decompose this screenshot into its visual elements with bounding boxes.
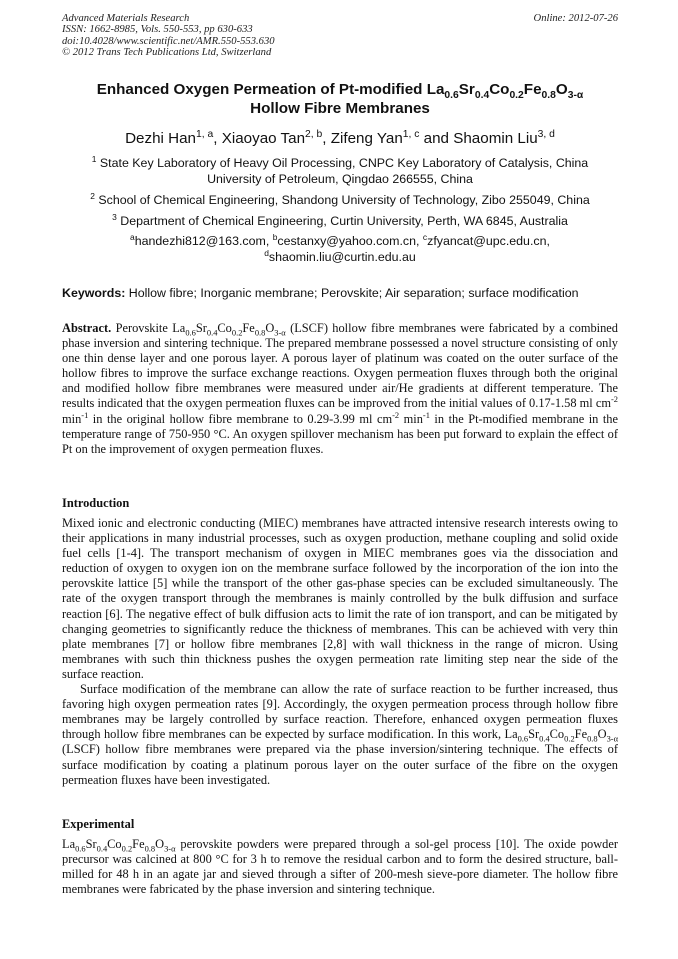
abstract-label: Abstract. [62, 321, 112, 335]
author-name: Zifeng Yan [330, 130, 403, 147]
paragraph: Surface modification of the membrane can allow the rate of surface reaction to be further increased, thus favoring high oxygen permeation rates [9]. Accordingly, the oxygen permeation process through hollow fibre membranes may be largely controlled by surface reaction. Therefore, enhanced oxygen permeation fluxes through hollow fibre membranes can be expected by surface modification. In this work, $La_{0.6}Sr_{0.4}Co_{0.2}Fe_{0.8}O_{3-\alpha}$ (LSCF) hollow fibre membranes were prepared via the phase inversion/sintering technique. The effects of surface modification by coating a platinum porous layer on the outer surface of the fibre on the oxygen permeation fluxes have been investigated. [62, 682, 618, 787]
affiliation-text: School of Chemical Engineering, Shandong University of Technology, Zibo 255049, China [98, 193, 590, 207]
inline-formula: $La_{0.6}Sr_{0.4}Co_{0.2}Fe_{0.8}O_{3-\alpha}$ [504, 727, 618, 744]
email-link[interactable]: handezhi812@163.com [134, 234, 266, 248]
affiliation-text: University of Petroleum, Qingdao 266555, China [207, 171, 473, 186]
affiliation-number: 1 [91, 153, 97, 164]
online-date: Online: 2012-07-26 [533, 13, 618, 24]
abstract-formula: $La_{0.6}Sr_{0.4}Co_{0.2}Fe_{0.8}O_{3-\alpha}$ [172, 321, 286, 338]
introduction-body [62, 516, 618, 788]
copyright-line: © 2012 Trans Tech Publications Ltd, Switzerland [62, 46, 272, 58]
section-heading-experimental: Experimental [62, 817, 135, 831]
title-formula: $La_{0.6}Sr_{0.4}Co_{0.2}Fe_{0.8}O_{3-\alpha}$ [426, 81, 584, 102]
author-name: Xiaoyao Tan [221, 130, 306, 147]
journal-name: Advanced Materials Research [62, 13, 190, 24]
author-name: Dezhi Han [125, 130, 197, 147]
author-affiliation-mark: 1, c [402, 128, 420, 140]
inline-formula: $La_{0.6}Sr_{0.4}Co_{0.2}Fe_{0.8}O_{3-\alpha}$ [62, 837, 176, 854]
title-line-1 [62, 80, 618, 102]
email-link[interactable]: shaomin.liu@curtin.edu.au [268, 249, 416, 264]
title-line-2: Hollow Fibre Membranes [250, 100, 430, 117]
affiliation-text: State Key Laboratory of Heavy Oil Processing, CNPC Key Laboratory of Catalysis, China [99, 156, 589, 170]
email-list: $^a$handezhi812@163.com, $^b$cestanxy@yahoo.com.cn, $^c$zfyancat@upc.edu.cn, $^d$shaomin.liu@curtin.edu.au [130, 231, 550, 264]
author-name: Shaomin Liu [453, 130, 538, 147]
affiliation-text: Department of Chemical Engineering, Curtin University, Perth, WA 6845, Australia [120, 214, 568, 228]
experimental-body [62, 837, 618, 897]
title-prefix: Enhanced Oxygen Permeation of Pt-modified [96, 81, 427, 98]
email-link[interactable]: zfyancat@upc.edu.cn [427, 234, 547, 248]
author-affiliation-mark: 2, b [305, 128, 323, 140]
paper-title [62, 80, 618, 118]
paragraph: Mixed ionic and electronic conducting (MIEC) membranes have attracted intensive research interests owing to their applications in many industrial processes, such as oxygen production, methane coupling and solid oxide fuel cells [1-4]. The transport mechanism of oxygen in MIEC membranes goes via the dissociation and reduction of oxygen to oxygen ion on the membrane surface followed by the incorporation of the ion into the perovskite lattice [5] while the transport of the other gas-phase species can be excluded simultaneously. The rate of the oxygen transport through the membranes is mainly controlled by the bulk diffusion and surface reaction [6]. The negative effect of bulk diffusion acts to limit the rate of ion transport, and can be mitigated by changing geometries to significantly reduce the thickness of membranes. This can be achieved with very thin plate membranes [7] or hollow fibre membranes [2,8] with wall thickness in the range of micron. Using membranes with such thin thickness pushes the oxygen permeation rate limiting step near the side of the surface reaction. [62, 516, 618, 681]
paragraph: $La_{0.6}Sr_{0.4}Co_{0.2}Fe_{0.8}O_{3-\alpha}$ perovskite powders were prepared through a sol-gel process [10]. The oxide powder precursor was calcined at 800 °C for 3 h to remove the residual carbon and to form the desired structure, ball-milled for 48 h in an agate jar and sieved through a sifter of 200-mesh sieve-pore diameter. The hollow fibre membranes were fabricated by the phase inversion and sintering technique. [62, 837, 618, 897]
abstract: Abstract. Perovskite $La_{0.6}Sr_{0.4}Co_{0.2}Fe_{0.8}O_{3-\alpha}$ (LSCF) hollow fibre membranes were fabricated by a combined phase inversion and sintering technique. The prepared membrane possessed a novel structure consisting of only one thin dense layer and one porous layer. A porous layer of platinum was coated on the outer surface of the hollow fibres to improve the surface exchange reactions. Oxygen permeation fluxes through both the original and modified hollow fibre membranes were measured under air/He gradients at different temperature. The results indicated that the oxygen permeation fluxes can be improved from the initial values of 0.17-1.58 ml $cm^{-2}$ $\min^{-1}$ in the original hollow fibre membrane to 0.29-3.99 ml $cm^{-2}$ $\min^{-1}$ in the Pt-modified membrane in the temperature range of 750-950 °C. An oxygen spillover mechanism has been put forward to explain the effect of Pt on the improvement of oxygen permeation fluxes. [62, 321, 618, 456]
affiliation-number: 2 [90, 190, 95, 201]
author-affiliation-mark: 1, a [196, 128, 214, 140]
keywords [62, 286, 618, 301]
doi-line: doi:10.4028/www.scientific.net/AMR.550-553.630 [62, 35, 275, 47]
keywords-label: Keywords: [62, 286, 126, 300]
affiliation-3 [62, 211, 618, 230]
section-heading-introduction: Introduction [62, 496, 130, 510]
author-affiliation-mark: 3, d [537, 128, 555, 140]
affiliation-2 [62, 190, 618, 209]
affiliation-number: 3 [112, 211, 117, 222]
author-list: Dezhi Han$^{1, a}$, Xiaoyao Tan$^{2, b}$, Zifeng Yan$^{1, c}$ and Shaomin Liu$^{3, d}$ [125, 128, 555, 147]
journal-header [62, 13, 618, 58]
affiliation-1 [62, 153, 618, 187]
keywords-text: Hollow fibre; Inorganic membrane; Perovskite; Air separation; surface modification [125, 286, 579, 300]
email-link[interactable]: cestanxy@yahoo.com.cn [277, 234, 417, 248]
issn-line: ISSN: 1662-8985, Vols. 550-553, pp 630-633 [62, 24, 253, 36]
